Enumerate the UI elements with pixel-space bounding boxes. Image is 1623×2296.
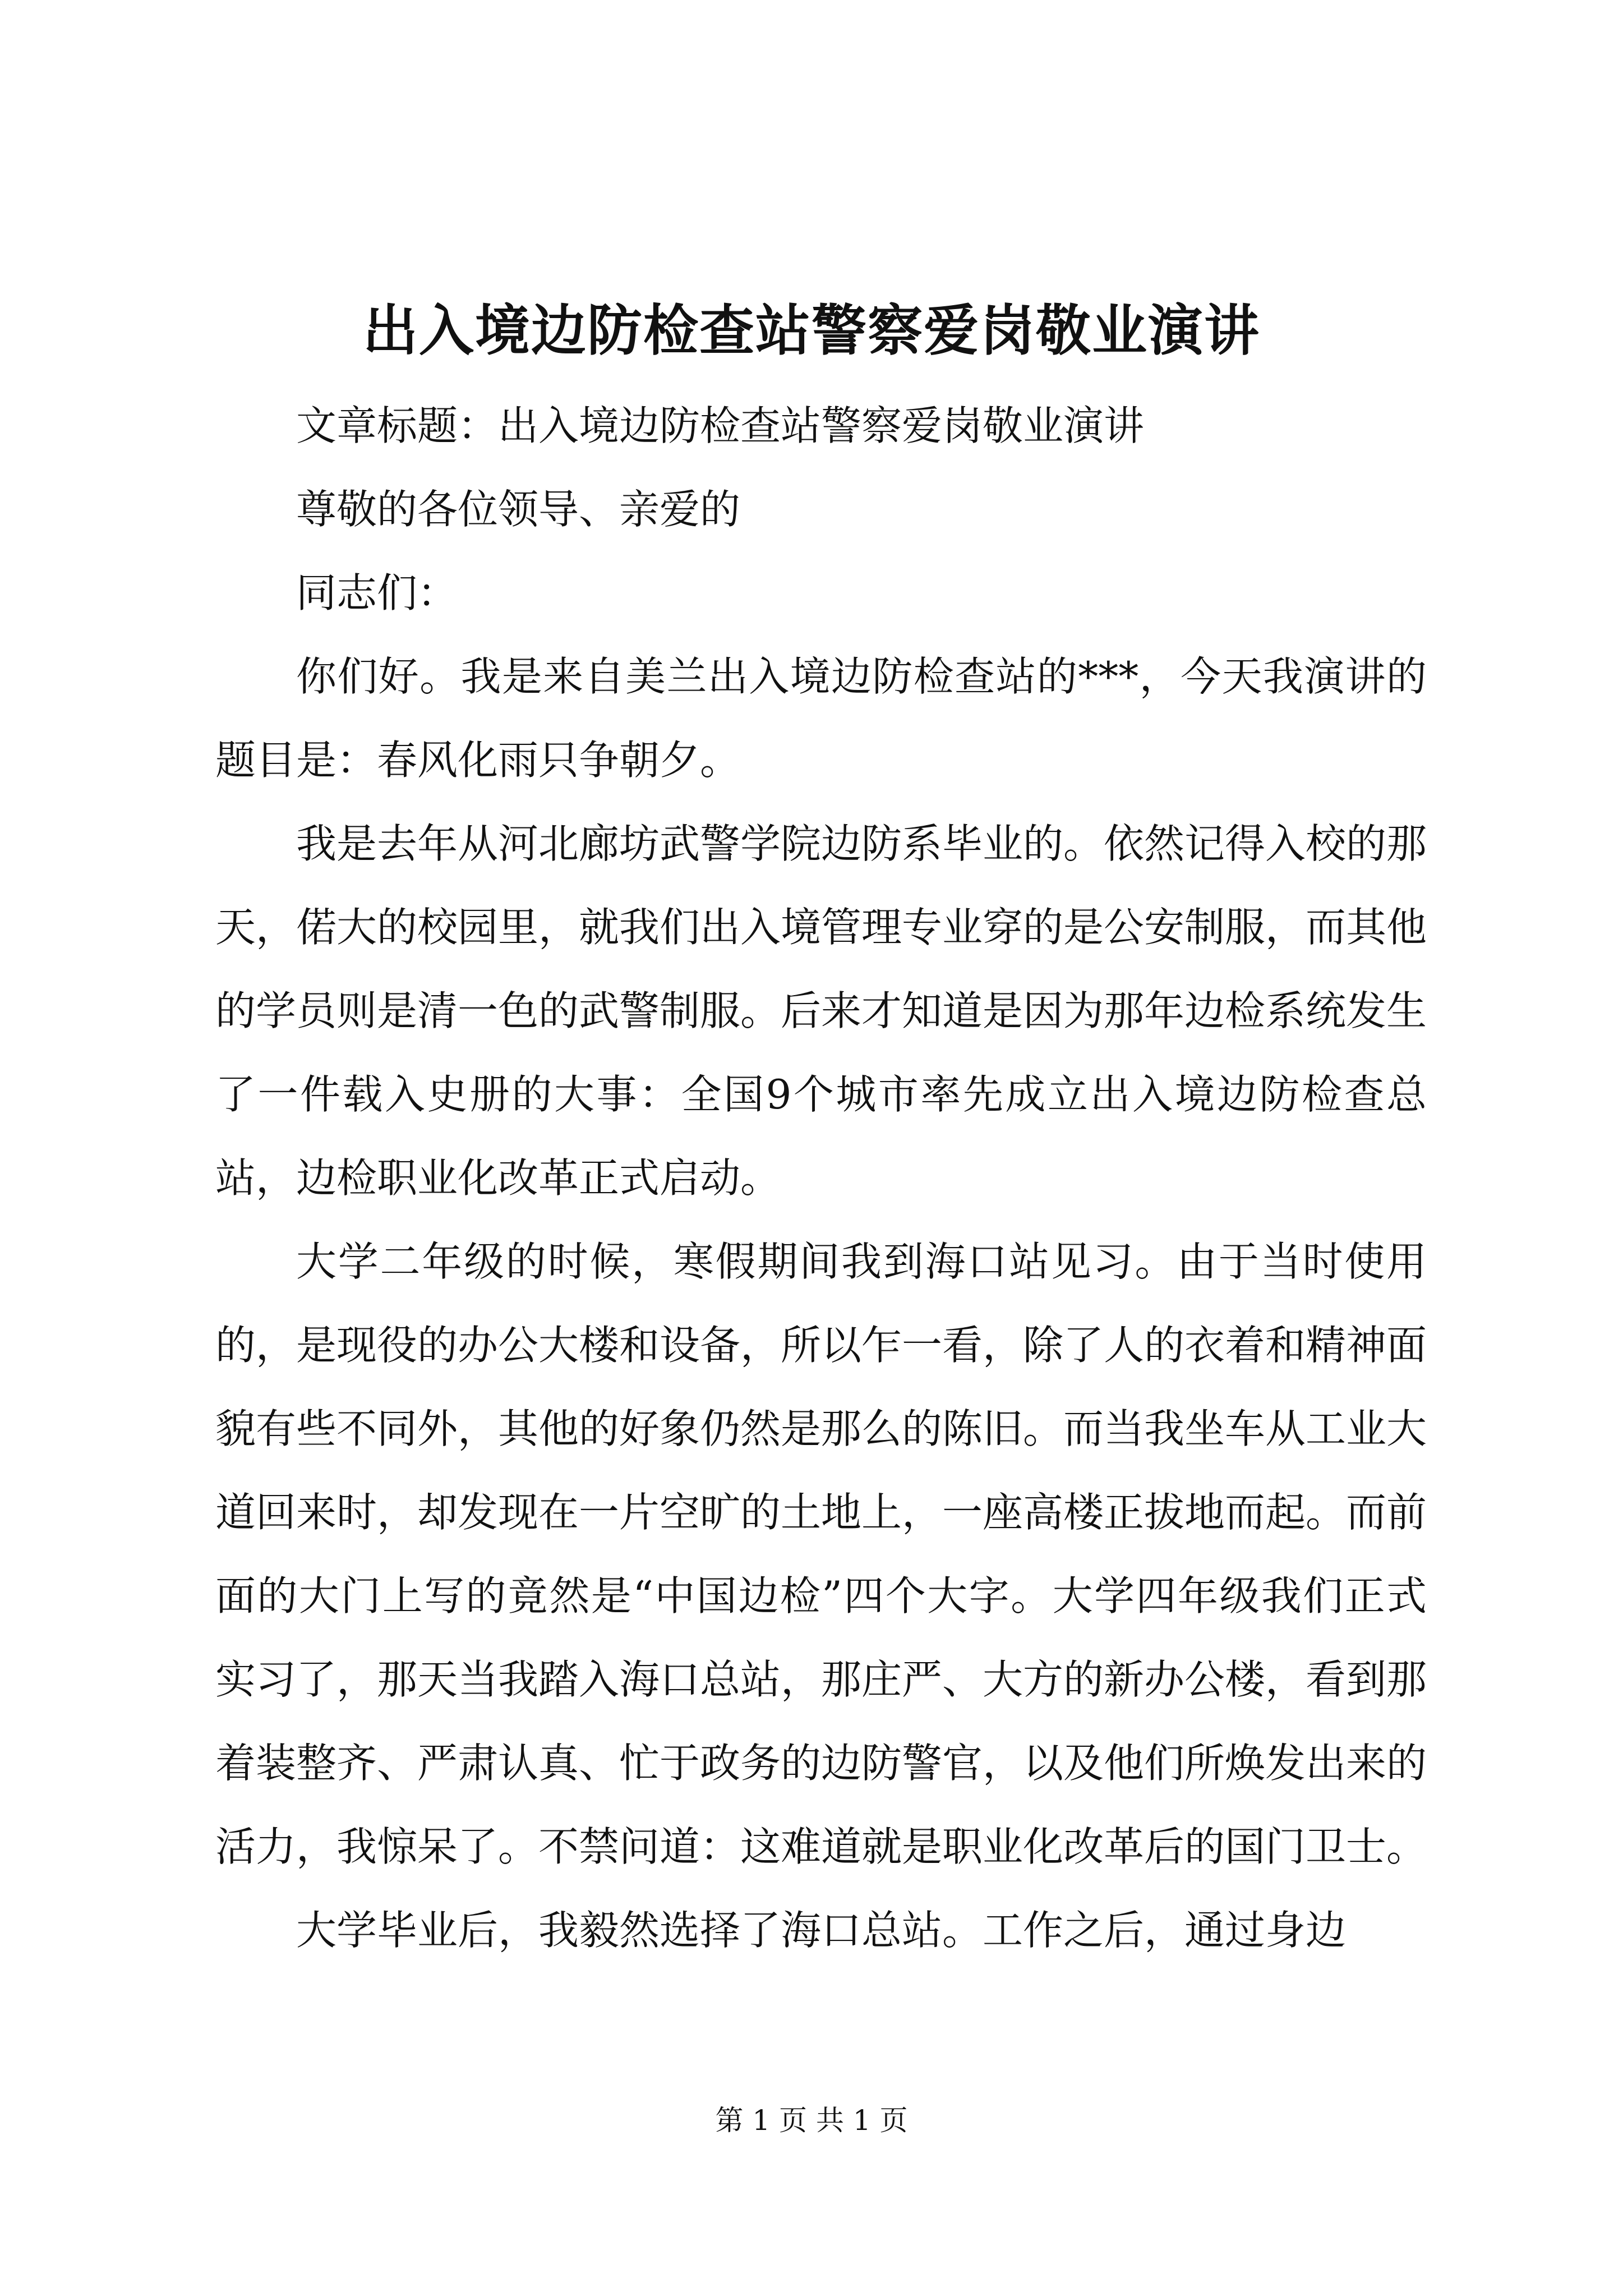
paragraph-salutation: 尊敬的各位领导、亲爱的	[296, 486, 741, 533]
paragraph-intro: 你们好。我是来自美兰出入境边防检查站的***，今天我演讲的题目是：春风化雨只争朝夕。	[215, 653, 1427, 784]
document-title: 出入境边防检查站警察爱岗敬业演讲	[362, 298, 1260, 363]
document-body	[215, 384, 1427, 1972]
paragraph-internship: 大学二年级的时候，寒假期间我到海口站见习。由于当时使用的，是现役的办公大楼和设备，所以乍一看，除了人的衣着和精神面貌有些不同外，其他的好象仍然是那么的陈旧。而当我坐车从工业大道回来时，却发现在一片空旷的土地上，一座高楼正拔地而起。而前面的大门上写的竟然是“中国边检”四个大字。大学四年级我们正式实习了，那天当我踏入海口总站，那庄严、大方的新办公楼，看到那着装整齐、严肃认真、忙于政务的边防警官，以及他们所焕发出来的活力，我惊呆了。不禁问道：这难道就是职业化改革后的国门卫士。	[215, 1238, 1427, 1870]
paragraph-graduation: 我是去年从河北廊坊武警学院边防系毕业的。依然记得入校的那天，偌大的校园里，就我们出入境管理专业穿的是公安制服，而其他的学员则是清一色的武警制服。后来才知道是因为那年边检系统发生了一件载入史册的大事：全国9个城市率先成立出入境边防检查总站，边检职业化改革正式启动。	[215, 820, 1427, 1202]
paragraph-comrades: 同志们：	[296, 569, 458, 616]
paragraph-after-graduation: 大学毕业后，我毅然选择了海口总站。工作之后，通过身边	[296, 1907, 1347, 1954]
page-number-footer: 第 1 页 共 1 页	[715, 2104, 908, 2137]
paragraph-article-title: 文章标题：出入境边防检查站警察爱岗敬业演讲	[296, 402, 1145, 449]
